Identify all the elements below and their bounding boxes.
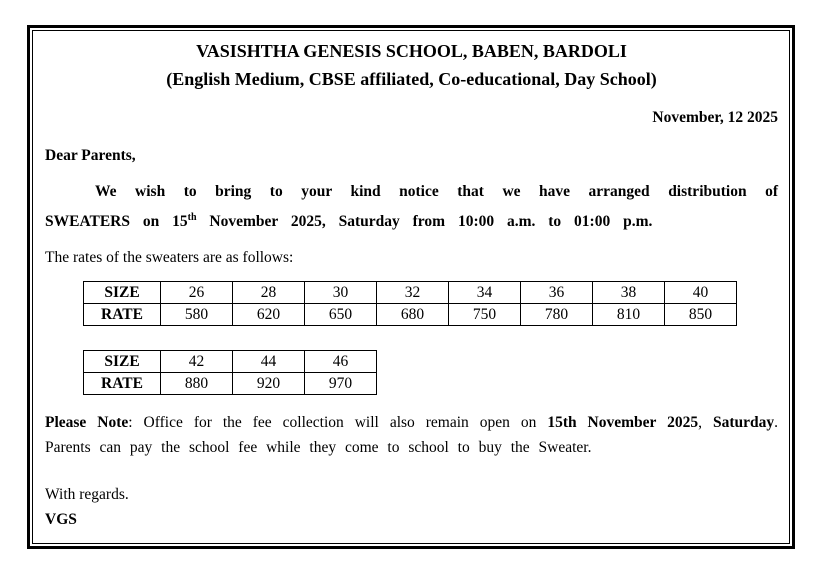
rate-header-cell: RATE xyxy=(84,373,161,395)
signature: VGS xyxy=(45,511,77,529)
please-note-paragraph xyxy=(45,410,778,460)
size-cell: 30 xyxy=(305,282,377,304)
size-cell: 42 xyxy=(161,351,233,373)
note-text-2: , xyxy=(698,414,713,432)
size-cell: 38 xyxy=(593,282,665,304)
size-row xyxy=(84,282,737,304)
ordinal-superscript: th xyxy=(187,212,197,223)
size-header-cell: SIZE xyxy=(84,282,161,304)
note-text-3: . Parents can pay the school fee while they come to school to buy the Sweater. xyxy=(45,414,778,457)
rate-row xyxy=(84,373,377,395)
rate-cell: 850 xyxy=(665,304,737,326)
rate-cell: 810 xyxy=(593,304,665,326)
notice-document xyxy=(32,30,790,544)
notice-date: November, 12 2025 xyxy=(652,109,778,126)
size-row xyxy=(84,351,377,373)
notice-border xyxy=(27,25,795,549)
note-day-bold: Saturday xyxy=(712,414,775,432)
rate-header-cell: RATE xyxy=(84,304,161,326)
note-label: Please Note xyxy=(45,414,129,432)
closing-block xyxy=(45,482,778,532)
rate-cell: 580 xyxy=(161,304,233,326)
note-date-bold: 15th November 2025 xyxy=(547,414,699,432)
size-cell: 40 xyxy=(665,282,737,304)
size-cell: 26 xyxy=(161,282,233,304)
school-name: VASISHTHA GENESIS SCHOOL, BABEN, BARDOLI xyxy=(196,41,627,61)
size-cell: 46 xyxy=(305,351,377,373)
note-text-1: : Office for the fee collection will also remain open on xyxy=(128,414,548,432)
rate-cell: 650 xyxy=(305,304,377,326)
closing-line: With regards. xyxy=(45,486,129,504)
rate-cell: 750 xyxy=(449,304,521,326)
rates-intro-line: The rates of the sweaters are as follows: xyxy=(45,249,294,267)
size-cell: 34 xyxy=(449,282,521,304)
rate-cell: 970 xyxy=(305,373,377,395)
school-description: (English Medium, CBSE affiliated, Co-educational, Day School) xyxy=(166,69,657,89)
salutation: Dear Parents, xyxy=(45,147,136,164)
sweater-rates-table-primary xyxy=(83,281,737,326)
size-cell: 28 xyxy=(233,282,305,304)
rate-cell: 620 xyxy=(233,304,305,326)
size-header-cell: SIZE xyxy=(84,351,161,373)
size-cell: 32 xyxy=(377,282,449,304)
rate-row xyxy=(84,304,737,326)
size-cell: 36 xyxy=(521,282,593,304)
intro-text-1: We wish to bring to your kind notice that we have arranged distribution of SWEATERS on 15 xyxy=(45,183,778,231)
rate-cell: 680 xyxy=(377,304,449,326)
rate-cell: 920 xyxy=(233,373,305,395)
sweater-rates-table-secondary xyxy=(83,350,377,395)
size-cell: 44 xyxy=(233,351,305,373)
intro-paragraph xyxy=(45,179,778,235)
intro-text-2: November 2025, Saturday from 10:00 a.m. to 01:00 p.m. xyxy=(196,213,653,231)
rate-cell: 880 xyxy=(161,373,233,395)
rate-cell: 780 xyxy=(521,304,593,326)
